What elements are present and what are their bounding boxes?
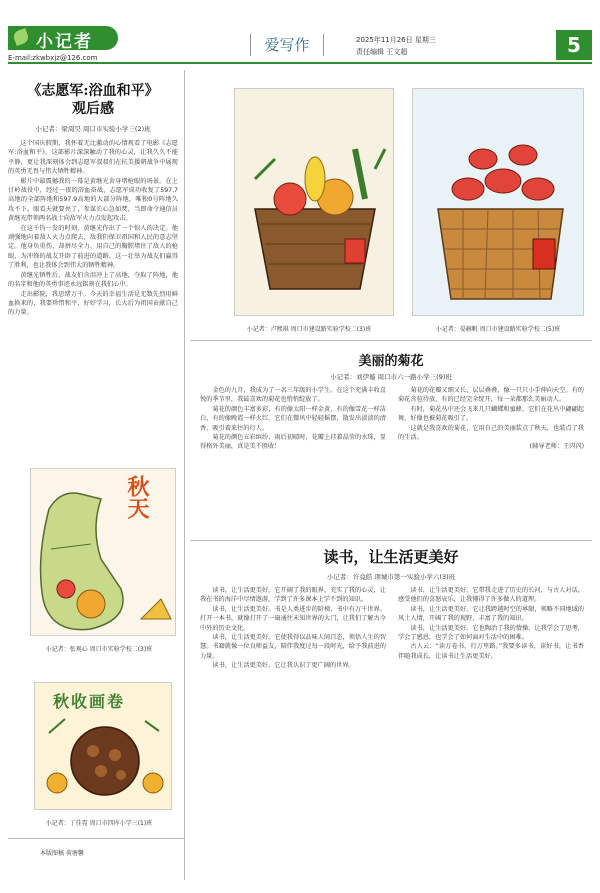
- column-divider: [184, 70, 185, 880]
- harvest-drawing: [35, 683, 172, 810]
- autumn-drawing: [31, 469, 176, 636]
- footer-divider: [8, 838, 184, 839]
- paragraph: 读书，让生活更美好。它开阔了我的眼界，充实了我的心灵，让我在书的海洋中尽情遨游，学到了许多课本上学不到的知识。: [200, 587, 386, 604]
- paragraph: 读书，让生活更美好。它让我认识了更广阔的世界。: [212, 662, 355, 670]
- caption-img1: 小记者：卢熙琪 周口市建设路实验学校二(3)班: [246, 326, 372, 333]
- paragraph: 菊花的颜色丰富多彩，有的像太阳一样金黄，有的像雪花一样洁白，有的像晚霞一样火红。它们在微风中轻轻摇摆，散发出淡淡的清香，吸引着来往的行人。: [200, 405, 386, 432]
- section-title: 爱写作: [250, 34, 324, 56]
- header-divider: [8, 62, 592, 64]
- article-reading-col-right: [398, 586, 584, 661]
- responsible-editor: 责任编辑 王文超: [356, 48, 408, 56]
- caption-img2: 小记者：晏赫帆 周口市建设路实验学校二(5)班: [435, 326, 561, 333]
- masthead: [0, 0, 600, 62]
- paragraph: 走出影院，我思绪万千。今天的幸福生活是无数先烈用鲜血换来的，我要珍惜和平，好好学习，长大后为祖国贡献自己的力量。: [8, 290, 178, 317]
- paragraph: 在这千钧一发的时刻，黄继光作出了一个惊人的决定。他顽强地向着敌人火力点爬去，敌我们保卫祖国和人民的意志坚定。他身负重伤，却拼尽全力，用自己的胸膛堵住了敌人的枪眼，为冲锋的战友开辟了前进的道路。这一壮举为战友们赢得了胜利，也让我体会到伟大的牺牲精神。: [8, 224, 178, 270]
- article-chrysanthemum-col-left: [200, 386, 386, 452]
- title-line-2: 观后感: [72, 101, 114, 117]
- article-chrysanthemum-byline: 小记者：刘伊璇 周口市六一路小学三(9)班: [330, 373, 452, 381]
- article-byline: 小记者：梁周昊 周口市实验小学三(2)班: [35, 125, 151, 133]
- paragraph: 古人云：“读万卷书，行万里路。”我要多读书，读好书，让书香伴随我成长，让读书让生活更美好。: [398, 643, 584, 660]
- article-reading-col-left: [200, 586, 386, 671]
- vegetable-basket-drawing: [235, 89, 394, 316]
- artwork-crab-basket: [412, 88, 584, 316]
- page-number: 5: [556, 30, 592, 60]
- caption-img4: 小记者：丁佳霓 周口市四库小学三(1)班: [45, 820, 153, 827]
- section-divider: [190, 540, 592, 541]
- article-chrysanthemum-title: 美丽的菊花: [358, 354, 424, 369]
- article-title: [8, 82, 178, 118]
- paragraph: 读书，让生活更美好。它带我走进了历史的长河，与古人对话，感受他们的喜怒哀乐，让我懂得了许多做人的道理。: [398, 587, 584, 604]
- article-reading-title: 读书，让生活更美好: [323, 548, 459, 566]
- page-credit: 本版图稿 荷塘馨: [40, 850, 84, 857]
- paragraph: 黄继光牺牲后，战友们含泪冲上了高地，夺取了阵地，他的名字和他的英勇事迹永远铭刻在我们心中。: [8, 271, 178, 289]
- paragraph: 菊花的颜色五彩缤纷，雨后初晴时，花瓣上挂着晶莹的水珠，显得格外美丽，真是美不胜收！: [200, 434, 386, 451]
- section-divider: [190, 340, 592, 341]
- title-line-1: 《志愿军:浴血和平》: [27, 83, 159, 99]
- paragraph: 金色的九月，我成为了一名三年级的小学生。在这个充满丰收喜悦的季节里，我最喜欢的菊花也悄悄绽放了。: [200, 387, 386, 404]
- harvest-art-text: 秋收画卷: [53, 692, 126, 711]
- paragraph: 读书，让生活更美好。它也陶冶了我的情操，让我学会了思考，学会了感恩，也学会了如何面对生活中的困难。: [398, 624, 584, 642]
- artwork-autumn: [30, 468, 176, 636]
- email-address: E-mail:zkwbxjz@126.com: [8, 54, 98, 62]
- autumn-art-text: 秋天: [124, 475, 150, 519]
- paragraph: 菊花的花瓣又细又长，层层叠叠，像一只只小手伸向天空。有的菊花含苞待放，有的已经完全绽开，每一朵都那么美丽动人。: [398, 387, 584, 404]
- artwork-vegetable-basket: [234, 88, 394, 316]
- caption-img3: 小记者：张观心 周口市实验学校二(3)班: [45, 646, 153, 653]
- article-review: [8, 82, 178, 318]
- paragraph: 影片中最震撼我的一幕是黄继光舍身堵枪眼的场景。在上甘岭战役中，经过一夜的浴血奋战，志愿军成功收复了597.7高地的全部阵地和597.9高地的大部分阵地，唯独0号阵地久攻不下。眼看天就要亮了，参谋长心急如焚，当即命令通信员黄继光带领两名战士向敌军火力点发起攻击。: [8, 177, 178, 223]
- paragraph: 有时，菊花丛中还会飞来几只蝴蝶和蜜蜂，它们在花丛中翩翩起舞，好像也被菊花吸引了。: [398, 405, 584, 423]
- instructor-note: (辅导老师：王闪闪): [529, 443, 584, 451]
- artwork-harvest: [34, 682, 172, 810]
- article-chrysanthemum-col-right: [398, 386, 584, 452]
- article-reading-byline: 小记者：许竟皓 项城市第一实验小学六(3)班: [326, 573, 456, 581]
- crab-basket-drawing: [413, 89, 584, 316]
- newspaper-logo: [8, 26, 118, 50]
- leaf-icon: [12, 28, 30, 46]
- issue-date: 2025年11月26日 星期三: [356, 36, 436, 44]
- paragraph: 读书，让生活更美好。书是人类进步的阶梯，书中有万千世界。打开一本书，就像打开了一扇通往未知世界的大门，让我们了解古今中外的历史文化。: [200, 605, 386, 632]
- paragraph: 读书，让生活更美好。它让我跨越时空的界限，领略不同地域的风土人情，开阔了我的视野，丰富了我的知识。: [398, 605, 584, 623]
- article-body: [8, 139, 178, 318]
- paragraph: 这就是我喜欢的菊花，它用自己的美丽装点了秋天，也装点了我的生活。: [398, 424, 584, 442]
- logo-text: 小记者: [36, 32, 93, 52]
- paragraph: 读书，让生活更美好。它使我得以品味人间百态，领悟人生的智慧。书籍就像一位良师益友，陪伴我度过每一段时光，给予我前进的力量。: [200, 634, 386, 660]
- paragraph: 这个国庆假期，我怀着无比激动的心情观看了电影《志愿军:浴血和平》。这部影片深深触动了我的心灵，让我久久不能平静，更让我深刻体会到志愿军叔叔们在抗美援朝战争中展现的英勇无畏与伟大牺牲精神。: [8, 140, 178, 176]
